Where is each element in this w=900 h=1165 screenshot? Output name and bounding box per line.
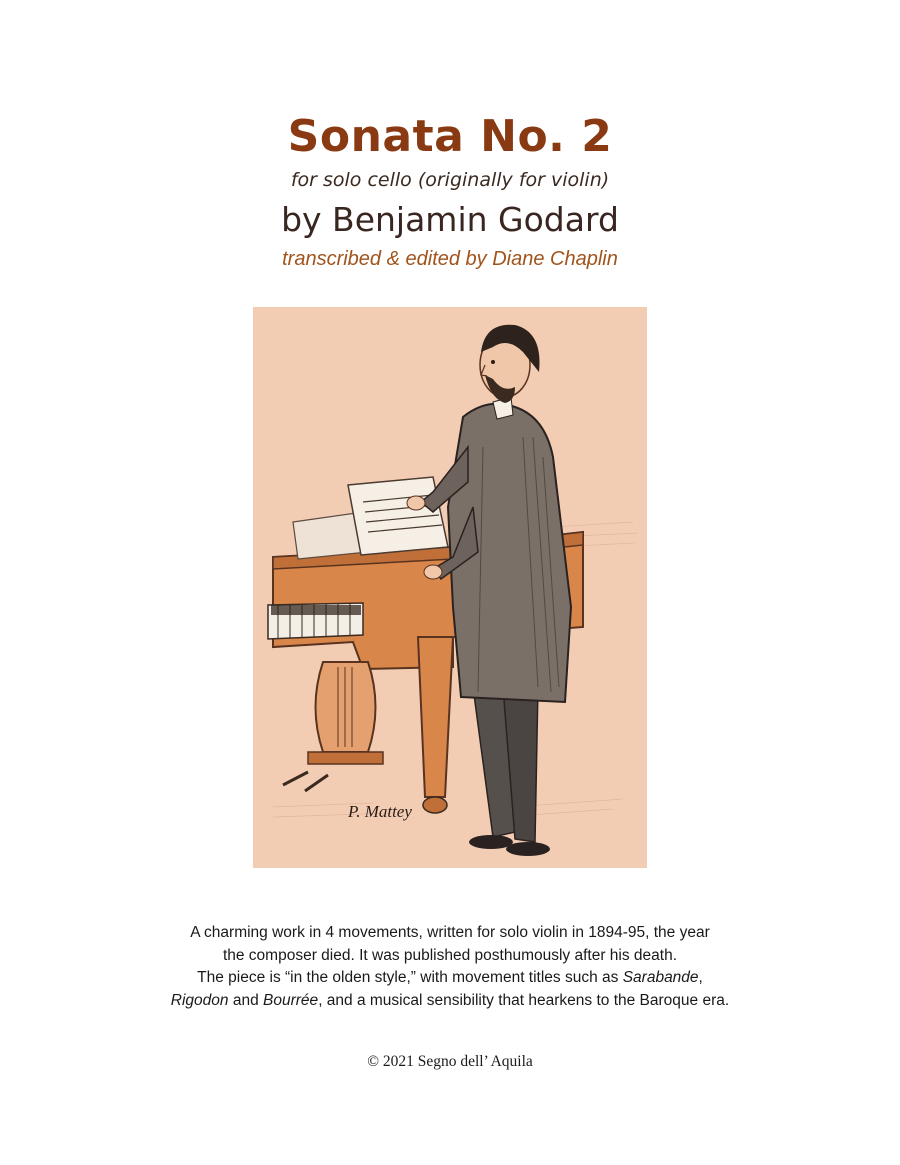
movement-title-bourree: Bourrée	[263, 991, 319, 1009]
description-text	[100, 922, 800, 1012]
description-line: A charming work in 4 movements, written for solo violin in 1894-95, the year	[190, 924, 710, 941]
illustration-signature: P. Mattey	[348, 802, 412, 821]
description-text-span: , and a musical sensibility that hearkens to the Baroque era.	[318, 991, 730, 1009]
composer-illustration	[253, 307, 647, 868]
page-title: Sonata No. 2	[287, 111, 613, 162]
description-line: the composer died. It was published posthumously after his death.	[222, 946, 678, 964]
copyright-notice: © 2021 Segno dell’ Aquila	[367, 1053, 533, 1070]
description-line	[100, 967, 800, 990]
description-text-span: ,	[698, 969, 703, 986]
subtitle: for solo cello (originally for violin)	[290, 169, 610, 191]
description-text-span: The piece is “in the olden style,” with movement titles such as	[197, 969, 623, 986]
description-line	[100, 990, 800, 1013]
composer-line: by Benjamin Godard	[281, 200, 619, 239]
movement-title-rigodon: Rigodon	[170, 991, 229, 1009]
movement-title-sarabande: Sarabande	[622, 969, 699, 986]
editor-credit: transcribed & edited by Diane Chaplin	[282, 248, 618, 270]
description-text-span: and	[228, 991, 264, 1009]
